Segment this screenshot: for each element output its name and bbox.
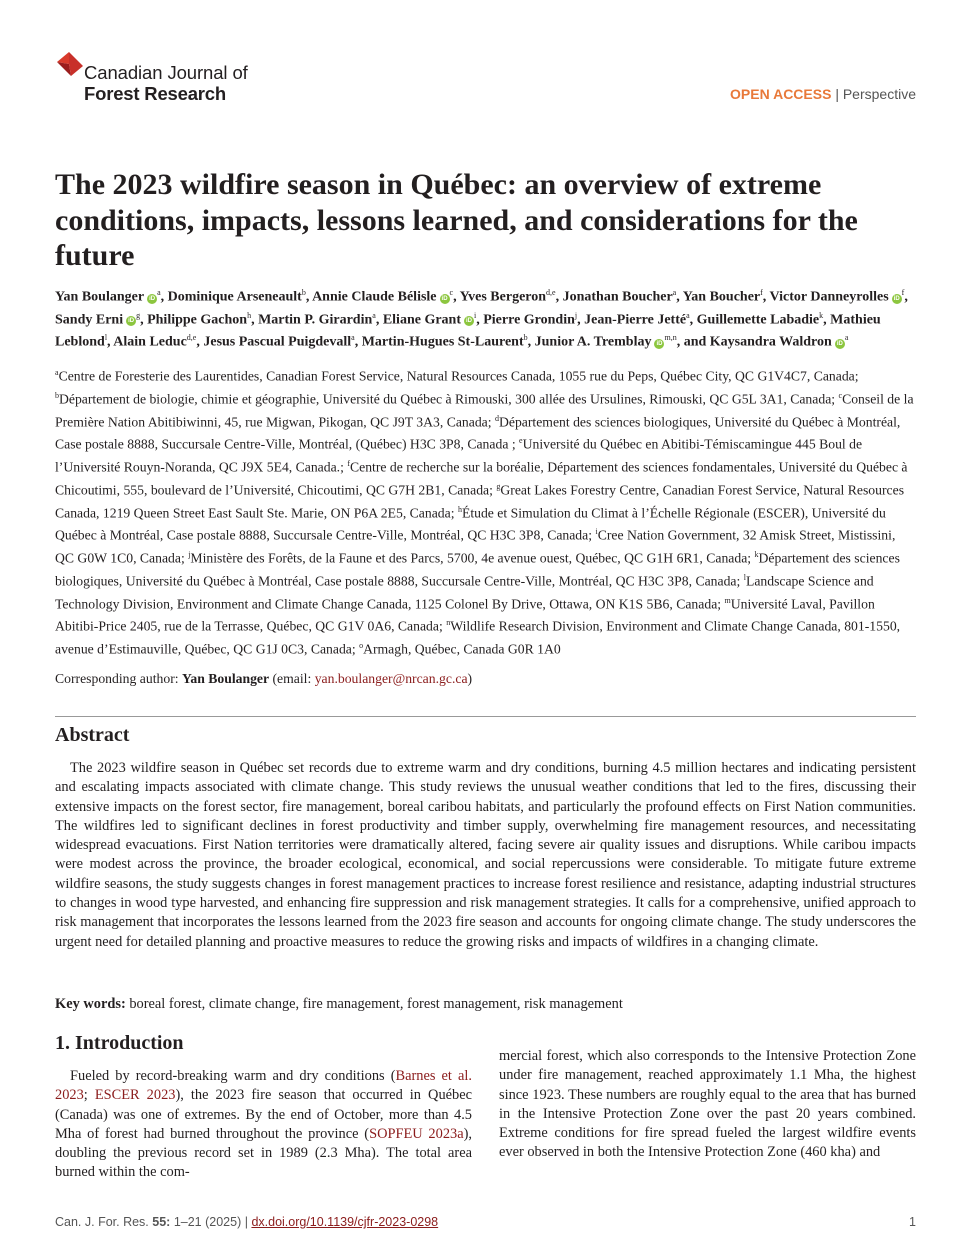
author-separator: , bbox=[555, 289, 563, 305]
paper-title: The 2023 wildfire season in Québec: an overview of extreme conditions, impacts, lessons learned, and considerations for the future bbox=[55, 168, 858, 272]
access-label bbox=[730, 86, 916, 102]
journal-name-line1: Canadian Journal of bbox=[84, 62, 248, 83]
author-name: Jesus Pascual Puigdevall bbox=[203, 334, 352, 350]
email-link[interactable]: yan.boulanger@nrcan.gc.ca bbox=[314, 671, 468, 686]
abstract-heading: Abstract bbox=[55, 724, 130, 746]
author-name: Pierre Grondin bbox=[483, 312, 575, 328]
maple-leaf-icon bbox=[55, 52, 85, 84]
affiliation-text: Centre de recherche sur la boréalie, Département des sciences fondamentales, Université du Québec à Chicoutimi, 555, boulevard de l’Université, Chicoutimi, QC G7H 2B1, Canada; bbox=[55, 459, 908, 498]
affiliation-text: Wildlife Research Division, Environment and Climate Change Canada, 801-1550, avenue d’Estimauville, Québec, QC G1J 0C3, Canada; bbox=[55, 618, 901, 657]
open-access-badge: OPEN ACCESS bbox=[730, 86, 832, 102]
author-list bbox=[55, 284, 925, 352]
affiliation-marker: g bbox=[496, 481, 501, 491]
affiliation-marker: l bbox=[743, 572, 746, 582]
author-name: Annie Claude Bélisle bbox=[312, 289, 437, 305]
orcid-icon[interactable]: iD bbox=[656, 340, 663, 347]
affiliation-text: Conseil de la Première Nation Abitibiwinni, 45, rue Migwan, Pikogan, QC J9T 3A3, Canada; bbox=[55, 391, 914, 430]
affiliation-marker: f bbox=[760, 288, 763, 297]
affiliation-marker: b bbox=[523, 333, 528, 343]
affiliation-text: Étude et Simulation du Climat à l’Échelle Régionale (ESCER), Université du Québec à Montréal, Case postale 8888, Succursale Centre-Ville, Montréal, QC H3C 3P8, Canada; bbox=[55, 505, 886, 543]
author-separator: , bbox=[305, 289, 313, 305]
author-separator: , bbox=[762, 289, 770, 305]
author-separator: , bbox=[527, 334, 535, 350]
access-separator: | bbox=[835, 86, 839, 102]
author-name: Yan Boulanger bbox=[55, 289, 145, 305]
intro-paragraph-left bbox=[55, 1067, 472, 1183]
author-name: Eliane Grant bbox=[382, 312, 461, 328]
author-name: Sandy Erni bbox=[55, 312, 124, 328]
affiliation-marker: a bbox=[55, 368, 59, 377]
citation-link[interactable]: Barnes et al. 2023 bbox=[55, 1068, 472, 1104]
intro-text: ), the 2023 fire season that occurred in Québec (Canada) was one of extremes. By the end of October, more than 4.5 Mha of forest had burned throughout the province ( bbox=[55, 1087, 472, 1142]
author-separator: , bbox=[823, 312, 831, 328]
volume: 55: bbox=[152, 1215, 171, 1229]
orcid-icon[interactable]: iD bbox=[466, 318, 472, 325]
email-suffix: ) bbox=[467, 671, 473, 686]
affiliation-text: Armagh, Québec, Canada G0R 1A0 bbox=[363, 641, 561, 657]
affiliation-text: Great Lakes Forestry Centre, Canadian Forest Service, Natural Resources Canada, 1219 Queen Street East Sault Ste. Marie, ON P6A 2E5, Canada; bbox=[55, 482, 905, 521]
affiliation-marker: d,e bbox=[546, 288, 556, 297]
author-name: Jonathan Boucher bbox=[562, 289, 673, 305]
affiliation-marker: d bbox=[494, 413, 499, 423]
affiliation-text: Département des sciences biologiques, Université du Québec à Montréal, Case postale 8888, Succursale Centre-Ville, Montréal, QC H3C 3P8, Canada; bbox=[55, 550, 900, 589]
author-separator: , bbox=[196, 334, 204, 350]
author-separator: , bbox=[453, 289, 460, 305]
corresponding-author bbox=[55, 669, 472, 688]
affiliation-text: Département des sciences biologiques, Université du Québec à Montréal, Case postale 8888, Succursale Centre-Ville, Montréal, (Québec) H3C 3P8, Canada ; bbox=[55, 414, 901, 452]
orcid-icon[interactable]: iD bbox=[128, 318, 135, 325]
author-name: Martin-Hugues St-Laurent bbox=[361, 334, 524, 350]
affiliation-text: Département de biologie, chimie et géographie, Université du Québec à Rimouski, 300 allée des Ursulines, Rimouski, QC G5L 3A1, Canada; bbox=[59, 391, 839, 407]
affiliation-text: Université du Québec en Abitibi-Témiscamingue 445 Boul de l’Université Rouyn-Noranda, QC J9X 5E4, Canada.; bbox=[55, 436, 863, 475]
orcid-icon[interactable]: iD bbox=[836, 340, 843, 347]
affiliation-marker: h bbox=[247, 310, 252, 320]
affiliation-marker: e bbox=[519, 436, 523, 446]
affiliation-marker: j bbox=[188, 550, 191, 560]
affiliation-marker: a bbox=[157, 288, 161, 297]
author-separator: , bbox=[251, 312, 259, 328]
affiliation-marker: h bbox=[457, 504, 462, 514]
author-name: Yves Bergeron bbox=[459, 289, 547, 305]
keywords bbox=[55, 995, 623, 1014]
citation-link[interactable]: SOPFEU 2023a bbox=[369, 1125, 464, 1142]
page-number: 1 bbox=[909, 1215, 916, 1229]
article-type: Perspective bbox=[842, 86, 916, 102]
author-separator: , bbox=[904, 289, 908, 305]
affiliation-marker: j bbox=[574, 310, 578, 320]
author-name: Martin P. Girardin bbox=[258, 312, 373, 328]
introduction-heading: 1. Introduction bbox=[55, 1032, 184, 1054]
author-name: Yan Boucher bbox=[682, 289, 761, 305]
affiliation-marker: a bbox=[351, 333, 355, 343]
affiliation-marker: k bbox=[819, 310, 824, 320]
affiliation-text: Centre de Foresterie des Laurentides, Canadian Forest Service, Natural Resources Canada, 1055 rue du Peps, Québec City, QC G1V4C7, Canada; bbox=[58, 368, 859, 384]
affiliation-marker: m bbox=[724, 595, 731, 605]
author-name: Dominique Arseneault bbox=[167, 289, 302, 305]
author-name: Kaysandra Waldron bbox=[709, 334, 832, 350]
affiliation-marker: i bbox=[595, 527, 598, 537]
affiliation-marker: a bbox=[372, 310, 376, 320]
orcid-icon[interactable]: iD bbox=[893, 295, 900, 302]
author-name: Guillemette Labadie bbox=[696, 312, 820, 328]
affiliation-marker: b bbox=[55, 390, 59, 400]
affiliation-marker: a bbox=[844, 333, 849, 343]
author-separator: , bbox=[689, 312, 697, 328]
affiliation-marker: f bbox=[901, 288, 905, 297]
affiliation-marker: a bbox=[672, 288, 677, 297]
journal-name-line2: Forest Research bbox=[84, 83, 226, 104]
author-name: Junior A. Tremblay bbox=[534, 334, 652, 350]
author-name: Jean-Pierre Jetté bbox=[584, 312, 687, 328]
author-separator: , bbox=[140, 312, 148, 328]
affiliation-marker: f bbox=[347, 459, 350, 469]
affiliation-text: Cree Nation Government, 32 Amisk Street, Mistissini, QC G0W 1C0, Canada; bbox=[55, 527, 896, 566]
affiliation-marker: a bbox=[686, 310, 690, 320]
footer-citation bbox=[55, 1215, 438, 1229]
pages: 1–21 (2025) | bbox=[170, 1215, 252, 1229]
author-name: Victor Danneyrolles bbox=[769, 289, 889, 305]
affiliation-marker: i bbox=[474, 310, 477, 320]
author-separator: , bbox=[577, 312, 585, 328]
intro-text: ), doubling the previous record set in 1989 (2.3 Mha). The total area burned within the com- bbox=[55, 1125, 472, 1181]
corresponding-label: Corresponding author: bbox=[55, 671, 182, 686]
email-prefix: (email: bbox=[269, 671, 315, 686]
abstract-text: The 2023 wildfire season in Québec set records due to extreme warm and dry conditions, burning 4.5 million hectares and indicating persistent and escalating impacts associated with climate change. This study reviews the unusual weather conditions that led to the fires, discussing their extensive impacts on the forest sector, fire management, boreal caribou habitats, and particularly the profound effects on First Nation communities. The wildfires led to significant declines in forest productivity and timber supply, overwhelming fire management resources, and necessitating widespread evacuations. First Nation territories were dramatically altered, facing severe air quality issues and disruptions. While caribou impacts were modest across the province, the broader ecological, economical, and social repercussions were considerable. To mitigate future extreme wildfire seasons, the study suggests changes in forest management practices to increase forest resilience and resistance, adapting industrial structures to changes in wood type harvested, and enhancing fire suppression and risk management strategies. It calls for a comprehensive, unified approach to risk management that incorporates the lessons learned from the 2023 fire season and accounts for ongoing climate change. The study underscores the urgent need for detailed planning and proactive measures to reduce the growing risks and impacts of wildfires in a changing climate. bbox=[55, 760, 916, 950]
affiliation-text: Ministère des Forêts, de la Faune et des Parcs, 5700, 4e avenue ouest, Québec, QC G1H 6R1, Canada; bbox=[190, 550, 755, 566]
affiliation-marker: l bbox=[104, 333, 108, 343]
author-separator: , bbox=[160, 289, 168, 305]
affiliation-marker: n bbox=[446, 618, 451, 628]
intro-text: Fueled by record-breaking warm and dry conditions ( bbox=[70, 1068, 396, 1084]
affiliation-text: Landscape Science and Technology Division, Environment and Climate Change Canada, 1125 Colonel By Drive, Ottawa, ON K1S 5B6, Canada; bbox=[55, 573, 874, 612]
keywords-label: Key words: bbox=[55, 996, 126, 1012]
intro-text: ; bbox=[83, 1087, 95, 1104]
author-separator: , bbox=[354, 334, 362, 350]
author-separator: , bbox=[107, 334, 114, 350]
intro-paragraph-right: mercial forest, which also corresponds to the Intensive Protection Zone under fire management, reached approximately 1.1 Mha, the highest since 1923. These numbers are roughly equal to the area that has burned in the Intensive Protection Zone over the past 20 years combined. Extreme conditions for fire spread fueled the largest wildfire events ever observed in both the Intensive Protection Zone (460 kha) and bbox=[499, 1048, 916, 1161]
journal-abbrev: Can. J. For. Res. bbox=[55, 1215, 153, 1229]
affiliation-marker: c bbox=[449, 288, 454, 297]
author-separator: , bbox=[676, 289, 683, 305]
author-separator: , and bbox=[676, 334, 710, 350]
affiliation-marker: c bbox=[838, 390, 843, 400]
affiliation-marker: b bbox=[301, 288, 306, 297]
affiliations bbox=[55, 363, 917, 659]
keywords-text: boreal forest, climate change, fire management, forest management, risk management bbox=[125, 996, 623, 1012]
affiliation-marker: g bbox=[136, 310, 141, 320]
author-name: Mathieu Leblond bbox=[55, 312, 881, 350]
doi-link[interactable]: dx.doi.org/10.1139/cjfr-2023-0298 bbox=[251, 1215, 439, 1229]
author-separator: , bbox=[476, 312, 484, 328]
corresponding-name: Yan Boulanger bbox=[181, 671, 270, 686]
affiliation-marker: k bbox=[754, 550, 759, 560]
orcid-icon[interactable]: iD bbox=[441, 295, 448, 302]
section-divider bbox=[55, 716, 916, 717]
orcid-icon[interactable]: iD bbox=[149, 295, 156, 302]
citation-link[interactable]: ESCER 2023 bbox=[94, 1087, 176, 1104]
author-separator: , bbox=[375, 312, 383, 328]
author-name: Alain Leduc bbox=[113, 334, 187, 350]
affiliation-marker: m,n bbox=[664, 333, 677, 343]
author-name: Philippe Gachon bbox=[147, 312, 248, 328]
affiliation-marker: o bbox=[359, 641, 364, 651]
affiliation-marker: d,e bbox=[186, 333, 197, 343]
affiliation-text: Université Laval, Pavillon Abitibi-Price 2405, rue de la Terrasse, Québec, QC G1V 0A6, Canada; bbox=[55, 596, 875, 634]
